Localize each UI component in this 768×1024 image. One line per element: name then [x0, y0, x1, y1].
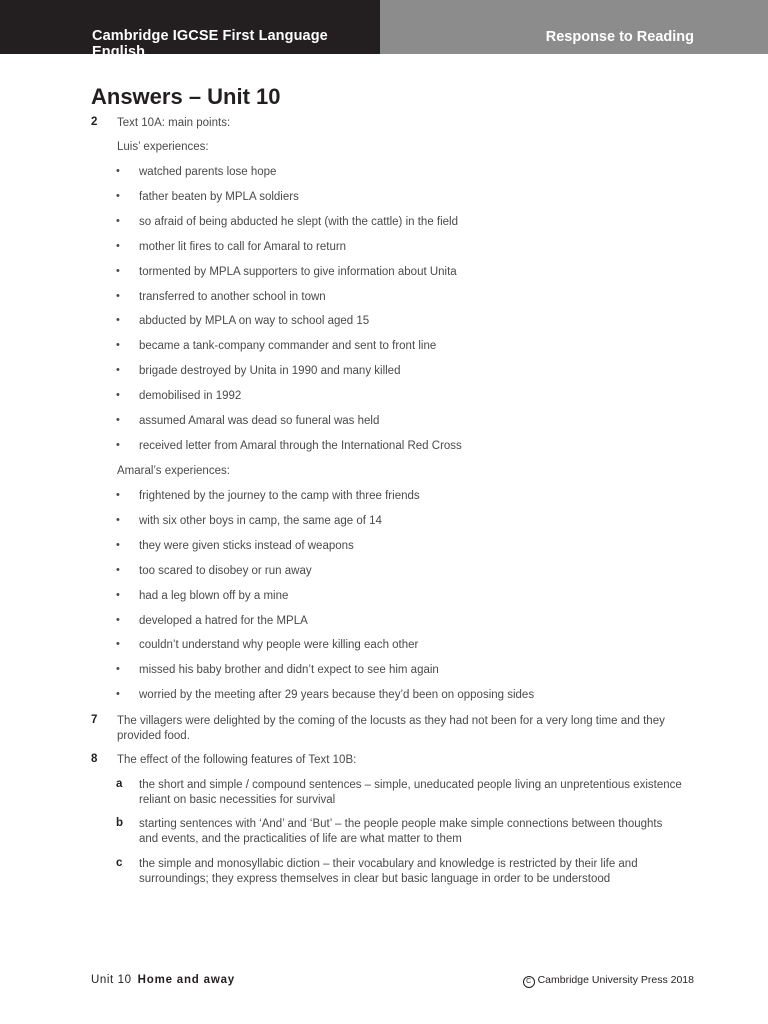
item-letter: b — [116, 817, 124, 829]
question-number: 2 — [91, 116, 98, 128]
list-item: missed his baby brother and didn’t expect to see him again — [139, 664, 439, 677]
bullet-icon: • — [116, 613, 120, 626]
question-number: 7 — [91, 714, 98, 726]
bullet-icon: • — [116, 438, 120, 451]
list-item: they were given sticks instead of weapons — [139, 539, 354, 552]
section-heading: Luis’ experiences: — [117, 141, 209, 153]
list-item: watched parents lose hope — [139, 166, 277, 178]
header-book-title: Cambridge IGCSE First Language English — [92, 28, 328, 60]
list-item: mother lit fires to call for Amaral to return — [139, 240, 347, 253]
page-title: Answers – Unit 10 — [91, 84, 281, 109]
list-item: abducted by MPLA on way to school aged 15 — [139, 315, 370, 328]
list-item: with six other boys in camp, the same age of 14 — [139, 514, 382, 527]
footer-unit — [91, 974, 235, 986]
bullet-icon: • — [116, 189, 120, 202]
list-item: father beaten by MPLA soldiers — [139, 190, 299, 203]
bullet-icon: • — [116, 364, 120, 377]
copyright-icon: C — [523, 976, 535, 988]
list-item: transferred to another school in town — [139, 290, 326, 303]
list-item: demobilised in 1992 — [139, 390, 242, 403]
bullet-icon: • — [116, 638, 120, 651]
header-right-band — [380, 0, 768, 54]
bullet-icon: • — [116, 214, 120, 227]
bullet-icon: • — [116, 588, 120, 601]
bullet-icon: • — [116, 239, 120, 252]
bullet-icon: • — [116, 688, 120, 701]
footer-copyright-text: Cambridge University Press 2018 — [537, 974, 694, 986]
section-heading: Amaral’s experiences: — [117, 465, 230, 477]
list-item: frightened by the journey to the camp with three friends — [139, 490, 420, 502]
list-item: starting sentences with ‘And’ and ‘But’ – the people people make simple connections between thoughts and events, and the practicalities of life are what matter to them — [139, 818, 663, 845]
bullet-icon: • — [116, 389, 120, 402]
question-intro: Text 10A: main points: — [117, 117, 231, 129]
bullet-icon: • — [116, 165, 120, 177]
bullet-icon: • — [116, 563, 120, 576]
list-item: received letter from Amaral through the International Red Cross — [139, 439, 462, 452]
list-item: couldn’t understand why people were killing each other — [139, 639, 419, 652]
list-item: so afraid of being abducted he slept (with the cattle) in the field — [139, 215, 459, 228]
list-item: worried by the meeting after 29 years because they’d been on opposing sides — [139, 689, 535, 702]
bullet-icon: • — [116, 314, 120, 327]
question-answer: The villagers were delighted by the coming of the locusts as they had not been for a very long time and they provided food. — [117, 715, 665, 742]
footer-unit-number: Unit 10 — [91, 974, 132, 986]
header-left-band — [0, 0, 380, 60]
item-letter: a — [116, 778, 123, 790]
list-item: too scared to disobey or run away — [139, 564, 312, 577]
item-letter: c — [116, 857, 123, 869]
footer-copyright — [523, 974, 694, 988]
bullet-icon: • — [116, 538, 120, 551]
bullet-icon: • — [116, 513, 120, 526]
bullet-icon: • — [116, 663, 120, 676]
list-item: brigade destroyed by Unita in 1990 and many killed — [139, 365, 401, 378]
list-item: tormented by MPLA supporters to give information about Unita — [139, 265, 457, 278]
list-item: had a leg blown off by a mine — [139, 589, 289, 602]
list-item: the simple and monosyllabic diction – their vocabulary and knowledge is restricted by their life and surroundings; they express themselves in clear but basic language in order to be understood — [139, 858, 638, 885]
bullet-icon: • — [116, 414, 120, 426]
question-intro: The effect of the following features of Text 10B: — [117, 754, 357, 766]
list-item: assumed Amaral was dead so funeral was held — [139, 415, 380, 427]
footer-unit-title: Home and away — [137, 974, 235, 986]
question-number: 8 — [91, 753, 98, 765]
header-section-title: Response to Reading — [545, 29, 694, 45]
bullet-icon: • — [116, 339, 120, 352]
list-item: developed a hatred for the MPLA — [139, 614, 308, 627]
bullet-icon: • — [116, 489, 120, 501]
bullet-icon: • — [116, 264, 120, 277]
list-item: became a tank-company commander and sent to front line — [139, 340, 437, 353]
list-item: the short and simple / compound sentences – simple, uneducated people living an unpretentious existence reliant on basic necessities for survival — [139, 779, 682, 806]
bullet-icon: • — [116, 289, 120, 302]
